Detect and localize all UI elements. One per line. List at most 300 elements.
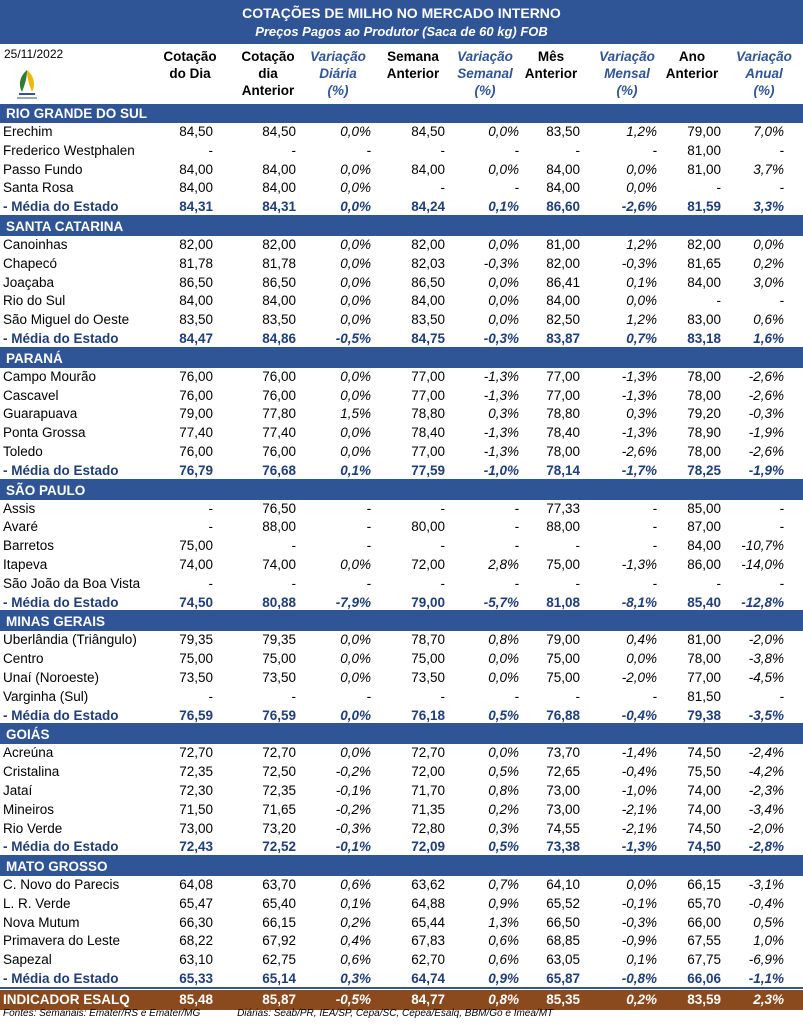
section-title: RIO GRANDE DO SUL	[6, 106, 148, 121]
cell-variation: -	[514, 688, 519, 704]
cell-price: 67,75	[687, 952, 721, 968]
cell-price: 78,70	[411, 632, 445, 648]
table-row	[0, 311, 803, 330]
cell-variation: -	[366, 142, 371, 158]
cell-price: 65,70	[687, 895, 721, 911]
row-label: Erechim	[3, 124, 53, 139]
table-row	[0, 951, 803, 970]
table-row	[0, 782, 803, 801]
cell-price: 72,52	[262, 839, 296, 855]
cell-variation: -0,5%	[335, 330, 371, 346]
cell-variation: -	[514, 519, 519, 535]
cell-price: 77,00	[411, 387, 445, 403]
cell-price: -	[291, 575, 296, 591]
cell-price: 65,40	[262, 895, 296, 911]
cell-variation: -6,9%	[748, 952, 784, 968]
cell-price: 88,00	[546, 519, 580, 535]
cell-price: 84,50	[262, 124, 296, 139]
cell-variation: 0,0%	[340, 707, 371, 723]
cell-variation: -	[366, 688, 371, 704]
cell-price: 65,47	[179, 895, 213, 911]
cell-price: 71,35	[411, 801, 445, 817]
column-header-9: Variação Anual (%)	[736, 49, 792, 98]
cell-price: 73,00	[546, 801, 580, 817]
table-row	[0, 650, 803, 669]
row-label: Mineiros	[3, 801, 55, 817]
row-label: Passo Fundo	[3, 161, 83, 177]
cell-price: 65,14	[262, 971, 296, 987]
cell-price: 78,40	[411, 425, 445, 441]
cell-price: 84,31	[179, 199, 213, 215]
cell-price: 84,24	[411, 199, 445, 215]
cell-price: 76,68	[262, 462, 296, 478]
cell-price: 83,87	[546, 330, 580, 346]
cell-variation: -1,0%	[621, 782, 657, 798]
cell-variation: 3,3%	[753, 199, 784, 215]
cell-price: -	[716, 293, 721, 309]
cell-variation: 0,2%	[626, 991, 657, 1007]
cell-price: 78,40	[546, 425, 580, 441]
cell-price: 75,00	[262, 651, 296, 667]
cell-price: 84,50	[179, 124, 213, 139]
cell-variation: -	[366, 519, 371, 535]
cell-price: 72,80	[411, 820, 445, 836]
cell-price: 66,06	[687, 971, 721, 987]
cell-variation: -4,2%	[748, 764, 784, 780]
table-row	[0, 820, 803, 839]
cell-price: 72,30	[179, 782, 213, 798]
title-bar	[0, 0, 803, 44]
cell-price: -	[440, 575, 445, 591]
cell-variation: -	[514, 142, 519, 158]
cell-variation: 0,2%	[488, 801, 519, 817]
cell-price: 76,79	[179, 462, 213, 478]
cell-variation: -	[514, 538, 519, 554]
cell-variation: 0,0%	[340, 556, 371, 572]
cell-variation: 0,0%	[626, 651, 657, 667]
cell-price: 76,00	[262, 443, 296, 459]
cell-variation: 0,0%	[488, 274, 519, 290]
section-header	[0, 349, 803, 368]
row-label: Unaí (Noroeste)	[3, 669, 100, 685]
cell-variation: -3,1%	[748, 877, 784, 893]
cell-price: -	[575, 142, 580, 158]
row-label: Joaçaba	[3, 274, 55, 290]
cell-price: 76,00	[179, 387, 213, 403]
row-label: Toledo	[3, 443, 43, 459]
cell-variation: -2,0%	[748, 632, 784, 648]
cell-price: 72,65	[546, 764, 580, 780]
cell-variation: -2,6%	[748, 443, 784, 459]
cell-variation: -	[366, 575, 371, 591]
cell-price: 84,00	[179, 180, 213, 196]
cell-variation: 0,0%	[340, 669, 371, 685]
state-average-row	[0, 970, 803, 989]
row-label: Santa Rosa	[3, 180, 74, 196]
state-average-row	[0, 462, 803, 481]
cell-price: 77,00	[546, 387, 580, 403]
cell-price: 82,00	[262, 236, 296, 252]
cell-price: 75,00	[411, 651, 445, 667]
cell-price: 73,50	[262, 669, 296, 685]
cell-variation: -	[652, 500, 657, 516]
row-label: - Média do Estado	[3, 594, 119, 610]
footnote-daily-sources: Diárias: Seab/PR, IEA/SP, Cepa/SC, Cepea/Esalq, BBM/Go e Imea/MT	[237, 1008, 554, 1019]
cell-price: -	[440, 180, 445, 196]
cell-price: 71,70	[411, 782, 445, 798]
cell-variation: 0,0%	[340, 161, 371, 177]
cell-variation: -	[779, 180, 784, 196]
cell-price: 64,74	[411, 971, 445, 987]
cell-price: 84,00	[687, 538, 721, 554]
cell-price: -	[716, 575, 721, 591]
cell-price: 64,88	[411, 895, 445, 911]
cell-variation: 0,0%	[340, 293, 371, 309]
cell-variation: 2,8%	[488, 556, 519, 572]
cell-price: 76,18	[411, 707, 445, 723]
state-average-row	[0, 198, 803, 217]
cell-price: 77,40	[179, 425, 213, 441]
cell-variation: 0,0%	[626, 293, 657, 309]
cell-variation: -2,8%	[748, 839, 784, 855]
cell-price: 84,00	[179, 161, 213, 177]
cell-price: 86,50	[179, 274, 213, 290]
cell-variation: -0,3%	[483, 255, 519, 271]
cell-variation: -1,3%	[483, 387, 519, 403]
cell-price: 77,00	[546, 368, 580, 384]
cell-price: 84,00	[411, 161, 445, 177]
cell-price: 84,00	[411, 293, 445, 309]
column-header-8: Ano Anterior	[665, 49, 719, 81]
column-header-row	[0, 44, 803, 104]
cell-price: 86,60	[546, 199, 580, 215]
cell-price: 71,50	[179, 801, 213, 817]
section-title: SÃO PAULO	[6, 482, 86, 498]
cell-price: 78,00	[687, 387, 721, 403]
cell-price: 66,15	[687, 877, 721, 893]
cell-variation: 0,8%	[488, 632, 519, 648]
cell-variation: -1,1%	[748, 971, 784, 987]
cell-variation: 0,0%	[488, 745, 519, 761]
cell-variation: -	[514, 180, 519, 196]
row-label: Cristalina	[3, 764, 60, 780]
cell-variation: -0,3%	[621, 914, 657, 930]
table-row	[0, 932, 803, 951]
table-row	[0, 876, 803, 895]
row-label: Jataí	[3, 782, 33, 798]
cell-price: 73,50	[179, 669, 213, 685]
cell-variation: 1,6%	[753, 330, 784, 346]
cell-variation: -	[779, 519, 784, 535]
cell-variation: 1,5%	[340, 406, 371, 422]
cell-price: 74,00	[687, 782, 721, 798]
cell-variation: 0,5%	[488, 764, 519, 780]
row-label: Ponta Grossa	[3, 425, 86, 441]
cell-variation: -	[514, 500, 519, 516]
cell-price: 75,50	[687, 764, 721, 780]
cell-price: 81,00	[687, 161, 721, 177]
cell-variation: -1,3%	[483, 443, 519, 459]
cell-price: 63,62	[411, 877, 445, 893]
cell-price: 82,00	[179, 236, 213, 252]
cell-variation: -1,0%	[483, 462, 519, 478]
table-row	[0, 575, 803, 594]
cell-price: 78,80	[546, 406, 580, 422]
cell-price: 83,50	[546, 124, 580, 139]
cell-price: -	[575, 538, 580, 554]
cell-price: 78,90	[687, 425, 721, 441]
cell-price: -	[575, 575, 580, 591]
cell-price: 72,35	[262, 782, 296, 798]
cell-variation: 0,2%	[340, 914, 371, 930]
cell-price: 84,00	[179, 293, 213, 309]
cell-variation: 0,8%	[488, 991, 519, 1007]
cell-price: 84,00	[262, 180, 296, 196]
cell-price: 74,55	[546, 820, 580, 836]
cell-variation: 1,3%	[488, 914, 519, 930]
row-label: Frederico Westphalen	[3, 142, 135, 158]
cell-price: -	[208, 575, 213, 591]
cell-variation: 0,0%	[626, 877, 657, 893]
cell-variation: 0,6%	[753, 312, 784, 328]
cell-variation: 0,0%	[753, 236, 784, 252]
row-label: C. Novo do Parecis	[3, 877, 120, 893]
indicator-esalq-row	[0, 990, 803, 1010]
table-row	[0, 142, 803, 161]
cell-variation: 0,0%	[340, 180, 371, 196]
cell-price: 81,78	[179, 255, 213, 271]
cell-variation: -1,9%	[748, 462, 784, 478]
table-row	[0, 161, 803, 180]
row-label: - Média do Estado	[3, 462, 119, 478]
cell-price: 81,78	[262, 255, 296, 271]
cell-price: 73,50	[411, 669, 445, 685]
cell-price: 81,00	[546, 236, 580, 252]
table-row	[0, 424, 803, 443]
cell-variation: 0,0%	[488, 651, 519, 667]
cell-variation: -1,3%	[483, 368, 519, 384]
cell-price: 87,00	[687, 519, 721, 535]
cell-variation: 0,5%	[753, 914, 784, 930]
cell-variation: -0,5%	[335, 991, 371, 1007]
table-row	[0, 274, 803, 293]
cell-variation: 0,0%	[488, 161, 519, 177]
cell-variation: -2,0%	[621, 669, 657, 685]
section-header	[0, 857, 803, 876]
cell-price: 76,00	[179, 443, 213, 459]
row-label: Itapeva	[3, 556, 48, 572]
row-label: Avaré	[3, 519, 39, 535]
row-label: Varginha (Sul)	[3, 688, 89, 704]
cell-variation: 0,0%	[340, 443, 371, 459]
cell-price: 79,35	[262, 632, 296, 648]
cell-price: 85,40	[687, 594, 721, 610]
cell-price: 75,00	[546, 556, 580, 572]
cell-variation: 0,0%	[340, 651, 371, 667]
cell-variation: 0,9%	[488, 895, 519, 911]
cell-price: 78,80	[411, 406, 445, 422]
cell-price: 84,00	[546, 161, 580, 177]
cell-variation: 0,0%	[488, 312, 519, 328]
cell-price: 72,70	[179, 745, 213, 761]
cell-price: 74,50	[179, 594, 213, 610]
cell-price: 81,00	[687, 142, 721, 158]
cell-price: 82,00	[687, 236, 721, 252]
cell-price: 73,00	[546, 782, 580, 798]
cell-variation: 0,6%	[488, 933, 519, 949]
cell-variation: 0,0%	[488, 124, 519, 139]
section-header	[0, 481, 803, 500]
cell-variation: 0,4%	[340, 933, 371, 949]
cell-price: 78,00	[687, 443, 721, 459]
cell-price: 88,00	[262, 519, 296, 535]
cell-price: 82,50	[546, 312, 580, 328]
cell-variation: -	[652, 142, 657, 158]
column-header-2: Cotação dia Anterior	[241, 49, 295, 98]
row-label: São Miguel do Oeste	[3, 312, 130, 328]
table-row	[0, 688, 803, 707]
cell-price: -	[291, 538, 296, 554]
cell-variation: -7,9%	[335, 594, 371, 610]
cell-price: 85,00	[687, 500, 721, 516]
cell-price: 79,20	[687, 406, 721, 422]
cell-variation: 1,2%	[626, 236, 657, 252]
cell-variation: -0,8%	[621, 971, 657, 987]
cell-variation: 0,1%	[626, 274, 657, 290]
cell-price: 75,00	[546, 651, 580, 667]
cell-variation: 0,0%	[340, 632, 371, 648]
section-header	[0, 217, 803, 236]
cell-price: 78,00	[687, 368, 721, 384]
cell-variation: -0,2%	[335, 764, 371, 780]
cell-variation: -	[514, 575, 519, 591]
row-label: - Média do Estado	[3, 839, 119, 855]
cell-variation: -0,2%	[335, 801, 371, 817]
cell-variation: -2,6%	[748, 387, 784, 403]
cell-variation: -2,1%	[621, 801, 657, 817]
state-average-row	[0, 707, 803, 726]
cell-price: 66,00	[687, 914, 721, 930]
cell-variation: 0,3%	[340, 971, 371, 987]
cell-variation: -8,1%	[621, 594, 657, 610]
cell-variation: 0,0%	[340, 274, 371, 290]
cell-variation: 0,7%	[488, 877, 519, 893]
table-row	[0, 387, 803, 406]
cell-price: 76,59	[262, 707, 296, 723]
cell-variation: 0,9%	[488, 971, 519, 987]
section-header	[0, 612, 803, 631]
cell-price: 83,18	[687, 330, 721, 346]
cell-price: 86,50	[262, 274, 296, 290]
table-row	[0, 669, 803, 688]
cell-variation: -14,0%	[741, 556, 784, 572]
cell-variation: 0,3%	[488, 406, 519, 422]
cell-price: 76,00	[262, 387, 296, 403]
cell-variation: 1,2%	[626, 124, 657, 139]
cell-price: 85,35	[546, 991, 580, 1007]
cell-variation: 7,0%	[753, 124, 784, 139]
section-header	[0, 104, 803, 123]
cell-variation: -3,5%	[748, 707, 784, 723]
cell-price: 81,50	[687, 688, 721, 704]
cell-variation: 0,1%	[340, 462, 371, 478]
cell-price: 84,47	[179, 330, 213, 346]
cell-price: -	[440, 688, 445, 704]
cell-price: -	[575, 688, 580, 704]
cell-price: 86,41	[546, 274, 580, 290]
cell-price: 76,59	[179, 707, 213, 723]
row-label: Primavera do Leste	[3, 933, 121, 949]
table-row	[0, 763, 803, 782]
cell-variation: -1,9%	[748, 425, 784, 441]
cell-variation: 0,6%	[340, 877, 371, 893]
cell-variation: 0,5%	[488, 839, 519, 855]
cell-price: 84,31	[262, 199, 296, 215]
cell-price: 75,00	[179, 538, 213, 554]
cell-price: 62,75	[262, 952, 296, 968]
table-row	[0, 500, 803, 519]
table-row	[0, 179, 803, 198]
cell-price: 73,20	[262, 820, 296, 836]
cell-price: 81,65	[687, 255, 721, 271]
row-label: Guarapuava	[3, 406, 78, 422]
cell-price: 76,00	[262, 368, 296, 384]
cell-variation: -2,6%	[621, 443, 657, 459]
cell-price: 73,70	[546, 745, 580, 761]
cell-variation: -1,3%	[621, 425, 657, 441]
cell-price: 86,00	[687, 556, 721, 572]
cell-price: 79,38	[687, 707, 721, 723]
cell-price: 72,00	[411, 764, 445, 780]
cell-variation: -5,7%	[483, 594, 519, 610]
row-label: Chapecó	[3, 255, 58, 271]
table-row	[0, 443, 803, 462]
logo-icon	[10, 66, 44, 102]
cell-variation: -	[366, 500, 371, 516]
row-label: Barretos	[3, 538, 55, 554]
table-row	[0, 914, 803, 933]
cell-variation: -	[779, 575, 784, 591]
cell-variation: -0,1%	[621, 895, 657, 911]
cell-price: 74,50	[687, 820, 721, 836]
cell-price: -	[208, 688, 213, 704]
cell-variation: 0,0%	[626, 161, 657, 177]
cell-variation: -0,1%	[335, 839, 371, 855]
cell-price: 84,00	[546, 180, 580, 196]
cell-variation: 0,2%	[753, 255, 784, 271]
cell-price: 79,35	[179, 632, 213, 648]
cell-price: -	[291, 142, 296, 158]
table-row	[0, 744, 803, 763]
cell-price: 84,00	[687, 274, 721, 290]
cell-price: 78,00	[687, 651, 721, 667]
row-label: São João da Boa Vista	[3, 575, 141, 591]
cell-price: 65,44	[411, 914, 445, 930]
cell-price: 79,00	[546, 632, 580, 648]
cell-variation: -1,3%	[483, 425, 519, 441]
cell-variation: -	[652, 519, 657, 535]
state-average-row	[0, 330, 803, 349]
cell-price: -	[440, 142, 445, 158]
column-header-4: Semana Anterior	[386, 49, 440, 81]
cell-price: 67,83	[411, 933, 445, 949]
cell-variation: 0,1%	[488, 199, 519, 215]
row-label: Rio Verde	[3, 820, 63, 836]
table-row	[0, 123, 803, 142]
cell-price: 82,03	[411, 255, 445, 271]
cell-price: 79,00	[411, 594, 445, 610]
cell-variation: 0,4%	[626, 632, 657, 648]
